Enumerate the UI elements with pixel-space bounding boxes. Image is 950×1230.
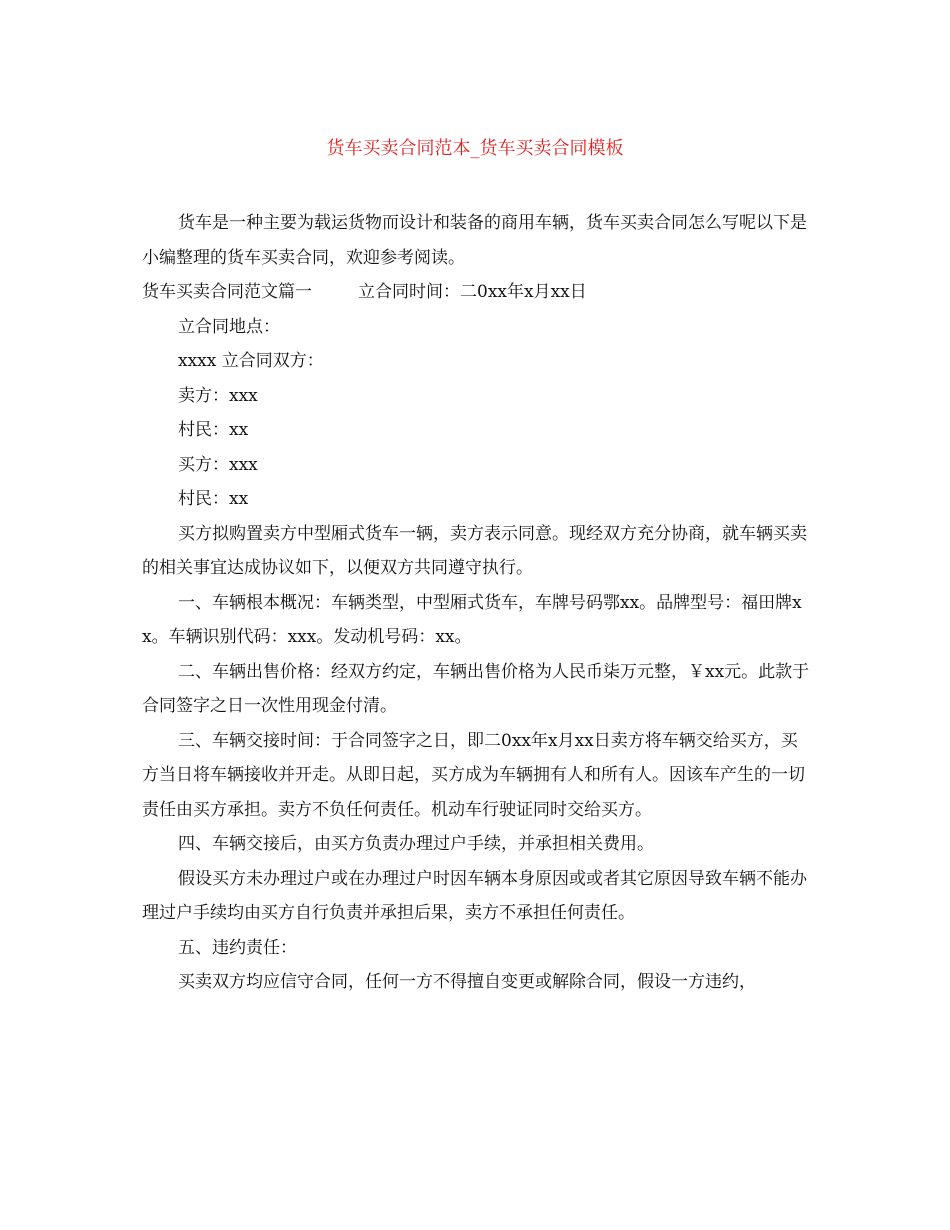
document-title: 货车买卖合同范本_货车买卖合同模板 bbox=[326, 138, 624, 159]
intro-paragraph: 货车是一种主要为载运货物而设计和装备的商用车辆，货车买卖合同怎么写呢以下是小编整理的货车买卖合同，欢迎参考阅读。 bbox=[142, 213, 807, 268]
clause-4-note: 假设买方未办理过户或在办理过户时因车辆本身原因或或者其它原因导致车辆不能办理过户手续均由买方自行负责并承担后果，卖方不承担任何责任。 bbox=[142, 868, 807, 923]
clause-4: 四、车辆交接后，由买方负责办理过户手续，并承担相关费用。 bbox=[178, 834, 654, 854]
document-body bbox=[142, 206, 810, 1000]
contract-time: 立合同时间：二0xx年x月xx日 bbox=[358, 282, 587, 302]
clause-5: 五、违约责任： bbox=[178, 937, 297, 958]
clause-3: 三、车辆交接时间：于合同签字之日，即二0xx年x月xx日卖方将车辆交给买方，买方当日将车辆接收并开走。从即日起，买方成为车辆拥有人和所有人。因该车产生的一切责任由买方承担。卖方不负任何责任。机动车行驶证同时交给买方。 bbox=[142, 730, 805, 820]
buyer-line: 买方：xxx bbox=[178, 454, 258, 475]
clause-2: 二、车辆出售价格：经双方约定，车辆出售价格为人民币柒万元整，￥xx元。此款于合同签字之日一次性用现金付清。 bbox=[142, 661, 810, 716]
section-title: 货车买卖合同范文篇一 bbox=[142, 282, 312, 302]
seller-villager-line: 村民：xx bbox=[178, 420, 249, 440]
clause-5-text: 买卖双方均应信守合同，任何一方不得擅自变更或解除合同，假设一方违约， bbox=[178, 972, 756, 992]
contract-parties: xxxx 立合同双方： bbox=[178, 351, 324, 371]
clause-1: 一、车辆根本概况：车辆类型，中型厢式货车，车牌号码鄂xx。品牌型号：福田牌xx。车辆识别代码：xxx。发动机号码：xx。 bbox=[142, 592, 802, 647]
purchase-paragraph: 买方拟购置卖方中型厢式货车一辆，卖方表示同意。现经双方充分协商，就车辆买卖的相关事宜达成协议如下，以便双方共同遵守执行。 bbox=[142, 523, 807, 578]
buyer-villager-line: 村民：xx bbox=[178, 489, 249, 509]
section-heading-row bbox=[142, 275, 810, 310]
contract-place: 立合同地点： bbox=[178, 316, 280, 337]
seller-line: 卖方：xxx bbox=[178, 385, 258, 406]
